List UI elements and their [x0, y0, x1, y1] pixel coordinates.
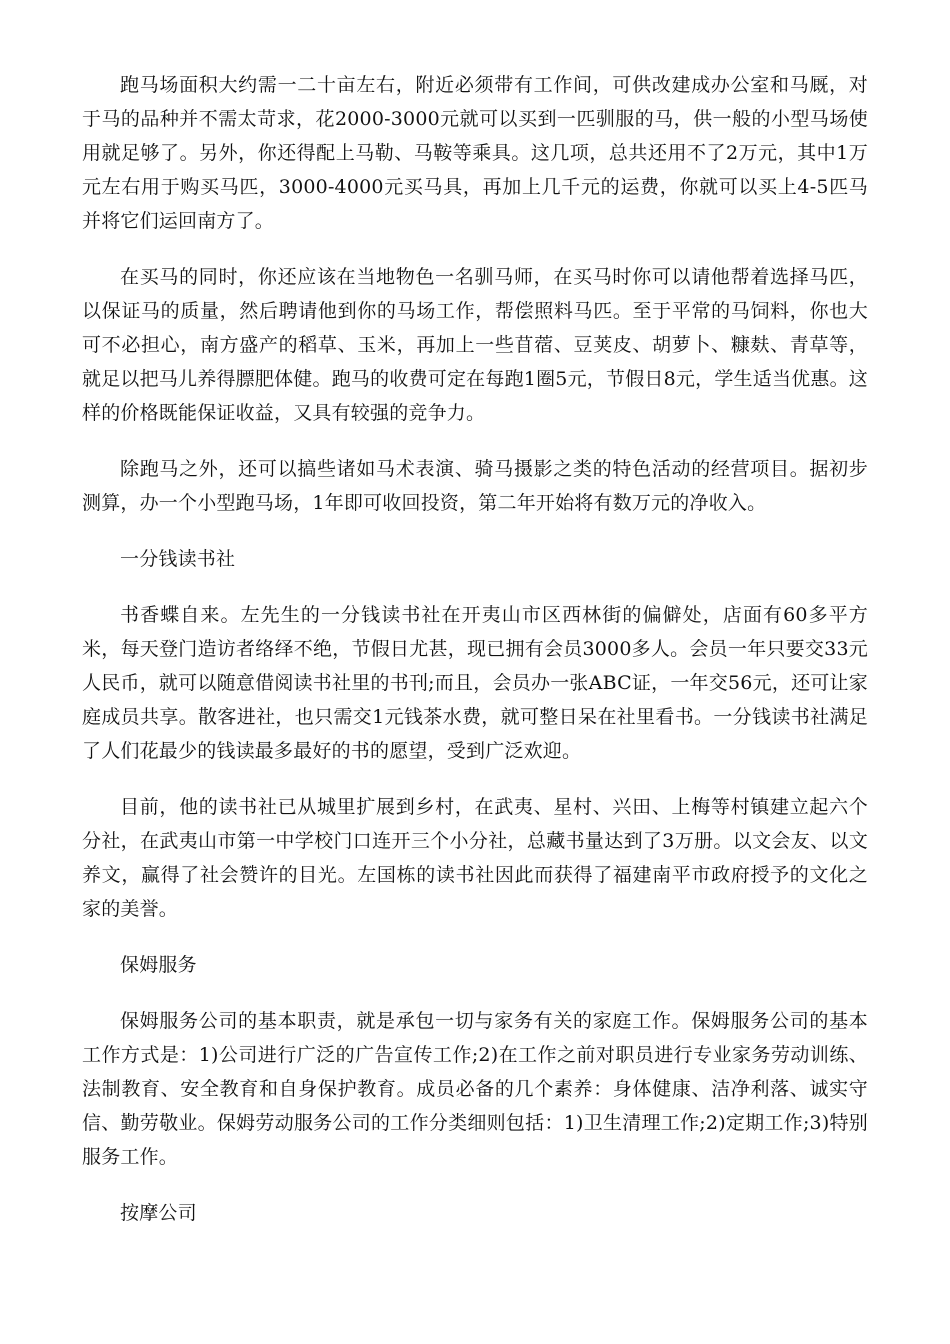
paragraph-horse-track-costs: 跑马场面积大约需一二十亩左右，附近必须带有工作间，可供改建成办公室和马厩，对于马的品种并不需太苛求，花2000-3000元就可以买到一匹驯服的马，供一般的小型马场使用就足够了。另外，你还得配上马勒、马鞍等乘具。这几项，总共还用不了2万元，其中1万元左右用于购买马匹，3000-4000元买马具，再加上几千元的运费，你就可以买上4-5匹马并将它们运回南方了。: [82, 74, 868, 232]
document-page: [82, 68, 868, 1252]
section-heading-massage-company: 按摩公司: [120, 1202, 197, 1224]
section-heading-nanny-service: 保姆服务: [120, 954, 197, 976]
paragraph-reading-club-expansion: 目前，他的读书社已从城里扩展到乡村，在武夷、星村、兴田、上梅等村镇建立起六个分社，在武夷山市第一中学校门口连开三个小分社，总藏书量达到了3万册。以文会友、以文养文，赢得了社会赞许的目光。左国栋的读书社因此而获得了福建南平市政府授予的文化之家的美誉。: [82, 796, 868, 920]
paragraph-horse-trainer: 在买马的同时，你还应该在当地物色一名驯马师，在买马时你可以请他帮着选择马匹，以保证马的质量，然后聘请他到你的马场工作，帮偿照料马匹。至于平常的马饲料，你也大可不必担心，南方盛产的稻草、玉米，再加上一些苜蓿、豆荚皮、胡萝卜、糠麸、青草等，就足以把马儿养得膘肥体健。跑马的收费可定在每跑1圈5元，节假日8元，学生适当优惠。这样的价格既能保证收益，又具有较强的竞争力。: [82, 266, 868, 424]
paragraph-nanny-service: 保姆服务公司的基本职责，就是承包一切与家务有关的家庭工作。保姆服务公司的基本工作方式是：1)公司进行广泛的广告宣传工作;2)在工作之前对职员进行专业家务劳动训练、法制教育、安全教育和自身保护教育。成员必备的几个素养：身体健康、洁净利落、诚实守信、勤劳敬业。保姆劳动服务公司的工作分类细则包括：1)卫生清理工作;2)定期工作;3)特别服务工作。: [82, 1010, 868, 1168]
section-heading-reading-club: 一分钱读书社: [120, 548, 236, 570]
paragraph-reading-club-intro: 书香蝶自来。左先生的一分钱读书社在开夷山市区西林街的偏僻处，店面有60多平方米，每天登门造访者络绎不绝，节假日尤甚，现已拥有会员3000多人。会员一年只要交33元人民币，就可以随意借阅读书社里的书刊;而且，会员办一张ABC证，一年交56元，还可让家庭成员共享。散客进社，也只需交1元钱茶水费，就可整日呆在社里看书。一分钱读书社满足了人们花最少的钱读最多最好的书的愿望，受到广泛欢迎。: [82, 604, 868, 762]
paragraph-horse-extra-activities: 除跑马之外，还可以搞些诸如马术表演、骑马摄影之类的特色活动的经营项目。据初步测算，办一个小型跑马场，1年即可收回投资，第二年开始将有数万元的净收入。: [82, 458, 868, 514]
